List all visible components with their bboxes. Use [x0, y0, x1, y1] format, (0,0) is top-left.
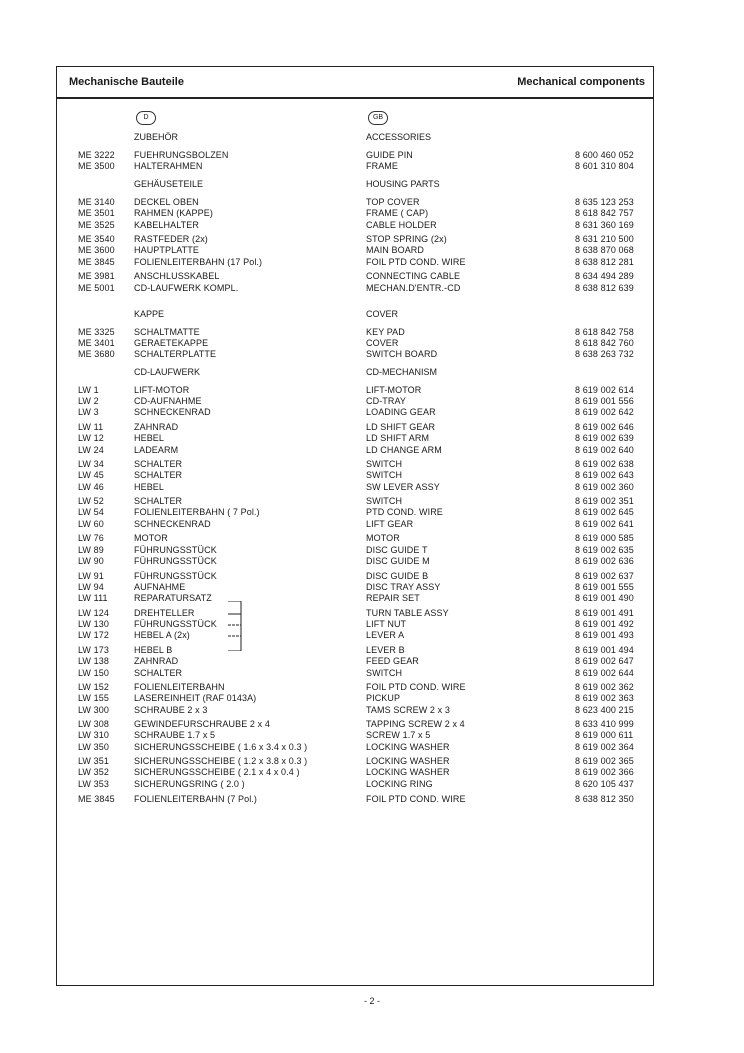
part-name-en: MOTOR [366, 533, 400, 543]
part-name-de: SCHALTMATTE [134, 327, 200, 337]
part-name-en: DISC GUIDE T [366, 545, 428, 555]
part-name-en: SCREW 1.7 x 5 [366, 730, 431, 740]
part-name-en: SW LEVER ASSY [366, 482, 440, 492]
part-code: LW 45 [78, 470, 104, 480]
part-code: LW 111 [78, 593, 108, 603]
part-name-de: ZAHNRAD [134, 422, 179, 432]
part-number: 8 619 002 645 [575, 507, 634, 517]
part-code: LW 352 [78, 767, 109, 777]
part-name-en: CD-TRAY [366, 396, 407, 406]
part-code: ME 3222 [78, 150, 115, 160]
part-code: LW 89 [78, 545, 104, 555]
part-name-de: FOLIENLEITERBAHN [134, 682, 225, 692]
part-code: LW 124 [78, 608, 109, 618]
part-number: 8 619 002 639 [575, 433, 634, 443]
part-code: LW 2 [78, 396, 99, 406]
part-code: LW 46 [78, 482, 104, 492]
part-name-en: LOCKING WASHER [366, 756, 450, 766]
part-name-de: FÜHRUNGSSTÜCK [134, 556, 217, 566]
part-name-en: DISC TRAY ASSY [366, 582, 441, 592]
part-number: 8 619 002 647 [575, 656, 634, 666]
part-name-en: FRAME [366, 161, 398, 171]
part-name-de: SCHRAUBE 1.7 x 5 [134, 730, 216, 740]
part-code: ME 5001 [78, 283, 115, 293]
part-number: 8 618 842 760 [575, 338, 634, 348]
part-number: 8 619 002 641 [575, 519, 634, 529]
part-name-en: FOIL PTD COND. WIRE [366, 682, 466, 692]
part-number: 8 600 460 052 [575, 150, 634, 160]
part-code: LW 1 [78, 385, 99, 395]
part-number: 8 620 105 437 [575, 779, 634, 789]
part-name-de: RASTFEDER (2x) [134, 234, 208, 244]
lang-badge-de: D [136, 111, 156, 125]
part-name-de: HEBEL B [134, 645, 173, 655]
section-heading-de: KAPPE [134, 309, 165, 319]
part-name-de: GEWINDEFURSCHRAUBE 2 x 4 [134, 719, 270, 729]
part-name-en: LOCKING WASHER [366, 742, 450, 752]
part-number: 8 619 002 366 [575, 767, 634, 777]
part-code: LW 353 [78, 779, 109, 789]
part-code: ME 3140 [78, 197, 115, 207]
part-code: LW 60 [78, 519, 104, 529]
part-name-en: LD SHIFT ARM [366, 433, 430, 443]
part-name-en: LIFT NUT [366, 619, 407, 629]
part-code: LW 172 [78, 630, 109, 640]
part-number: 8 619 002 362 [575, 682, 634, 692]
part-name-de: AUFNAHME [134, 582, 186, 592]
part-code: ME 3325 [78, 327, 115, 337]
part-name-de: CD-AUFNAHME [134, 396, 202, 406]
part-name-en: LIFT GEAR [366, 519, 414, 529]
part-number: 8 633 410 999 [575, 719, 634, 729]
section-heading-de: ZUBEHÖR [134, 132, 179, 142]
part-number: 8 619 002 646 [575, 422, 634, 432]
part-name-de: GERAETEKAPPE [134, 338, 209, 348]
part-number: 8 638 812 281 [575, 257, 634, 267]
part-name-en: SWITCH [366, 470, 403, 480]
part-code: ME 3500 [78, 161, 115, 171]
part-code: LW 300 [78, 705, 109, 715]
header-divider [57, 97, 653, 99]
part-name-de: SICHERUNGSSCHEIBE ( 1.6 x 3.4 x 0.3 ) [134, 742, 308, 752]
part-name-en: CABLE HOLDER [366, 220, 437, 230]
part-name-en: SWITCH [366, 459, 403, 469]
part-number: 8 619 001 556 [575, 396, 634, 406]
part-code: ME 3540 [78, 234, 115, 244]
part-name-en: SWITCH [366, 668, 403, 678]
part-code: LW 24 [78, 445, 104, 455]
part-number: 8 638 263 732 [575, 349, 634, 359]
part-name-en: KEY PAD [366, 327, 405, 337]
part-name-en: LD CHANGE ARM [366, 445, 442, 455]
part-number: 8 631 360 169 [575, 220, 634, 230]
part-name-de: SICHERUNGSRING ( 2.0 ) [134, 779, 245, 789]
part-code: LW 54 [78, 507, 104, 517]
part-name-de: HEBEL [134, 433, 165, 443]
part-name-en: TURN TABLE ASSY [366, 608, 449, 618]
part-code: LW 350 [78, 742, 109, 752]
part-number: 8 619 002 637 [575, 571, 634, 581]
part-number: 8 601 310 804 [575, 161, 634, 171]
section-heading-en: COVER [366, 309, 399, 319]
part-number: 8 638 812 639 [575, 283, 634, 293]
part-number: 8 619 000 611 [575, 730, 634, 740]
part-number: 8 619 002 638 [575, 459, 634, 469]
section-heading-de: GEHÄUSETEILE [134, 179, 204, 189]
part-number: 8 638 812 350 [575, 794, 634, 804]
part-code: LW 12 [78, 433, 104, 443]
part-name-de: FÜHRUNGSSTÜCK [134, 545, 217, 555]
part-name-de: SCHRAUBE 2 x 3 [134, 705, 208, 715]
part-name-en: MECHAN.D'ENTR.-CD [366, 283, 461, 293]
part-name-en: LIFT-MOTOR [366, 385, 422, 395]
part-name-en: DISC GUIDE B [366, 571, 429, 581]
section-heading-de: CD-LAUFWERK [134, 367, 201, 377]
part-name-de: FÜHRUNGSSTÜCK [134, 571, 217, 581]
part-name-en: PICKUP [366, 693, 401, 703]
part-name-de: DECKEL OBEN [134, 197, 199, 207]
part-name-en: TAPPING SCREW 2 x 4 [366, 719, 465, 729]
part-number: 8 619 002 644 [575, 668, 634, 678]
part-name-en: LEVER A [366, 630, 405, 640]
part-code: ME 3680 [78, 349, 115, 359]
part-number: 8 623 400 215 [575, 705, 634, 715]
part-number: 8 619 001 494 [575, 645, 634, 655]
part-code: LW 155 [78, 693, 109, 703]
part-code: LW 34 [78, 459, 104, 469]
part-name-de: SCHNECKENRAD [134, 407, 211, 417]
page-number: - 2 - [363, 996, 380, 1006]
part-name-en: COVER [366, 338, 399, 348]
part-code: ME 3981 [78, 271, 115, 281]
part-name-de: FOLIENLEITERBAHN ( 7 Pol.) [134, 507, 260, 517]
part-name-de: ZAHNRAD [134, 656, 179, 666]
part-name-en: STOP SPRING (2x) [366, 234, 447, 244]
part-name-en: MAIN BOARD [366, 245, 425, 255]
part-code: LW 52 [78, 496, 104, 506]
part-number: 8 619 002 360 [575, 482, 634, 492]
part-name-de: ANSCHLUSSKABEL [134, 271, 220, 281]
part-number: 8 631 210 500 [575, 234, 634, 244]
part-name-de: REPARATURSATZ [134, 593, 212, 603]
part-name-de: FÜHRUNGSSTÜCK [134, 619, 217, 629]
part-code: LW 308 [78, 719, 109, 729]
part-name-en: LD SHIFT GEAR [366, 422, 436, 432]
part-code: LW 173 [78, 645, 109, 655]
part-name-en: FOIL PTD COND. WIRE [366, 794, 466, 804]
part-name-en: LEVER B [366, 645, 405, 655]
lang-badge-gb: GB [368, 111, 388, 125]
part-name-en: FEED GEAR [366, 656, 419, 666]
part-name-en: TAMS SCREW 2 x 3 [366, 705, 450, 715]
part-number: 8 638 870 068 [575, 245, 634, 255]
section-heading-en: ACCESSORIES [366, 132, 432, 142]
part-code: LW 150 [78, 668, 109, 678]
part-name-en: REPAIR SET [366, 593, 420, 603]
header-title-en: Mechanical components [517, 76, 645, 88]
part-name-en: FOIL PTD COND. WIRE [366, 257, 466, 267]
part-number: 8 619 002 643 [575, 470, 634, 480]
part-name-de: MOTOR [134, 533, 168, 543]
part-code: ME 3401 [78, 338, 115, 348]
part-code: LW 152 [78, 682, 109, 692]
part-code: LW 351 [78, 756, 109, 766]
part-number: 8 619 002 635 [575, 545, 634, 555]
part-name-en: LOADING GEAR [366, 407, 436, 417]
part-name-de: SCHALTER [134, 496, 183, 506]
part-name-de: FOLIENLEITERBAHN (17 Pol.) [134, 257, 263, 267]
part-name-de: HEBEL [134, 482, 165, 492]
part-number: 8 618 842 758 [575, 327, 634, 337]
part-number: 8 619 002 365 [575, 756, 634, 766]
part-code: LW 3 [78, 407, 99, 417]
part-number: 8 619 001 493 [575, 630, 634, 640]
part-number: 8 635 123 253 [575, 197, 634, 207]
part-code: ME 3845 [78, 794, 115, 804]
part-code: LW 94 [78, 582, 104, 592]
part-name-de: SICHERUNGSSCHEIBE ( 1.2 x 3.8 x 0.3 ) [134, 756, 308, 766]
part-number: 8 619 002 363 [575, 693, 634, 703]
part-name-de: HAUPTPLATTE [134, 245, 199, 255]
repair-set-bracket [228, 601, 242, 651]
part-name-en: LOCKING WASHER [366, 767, 450, 777]
part-code: LW 130 [78, 619, 109, 629]
part-code: LW 11 [78, 422, 104, 432]
part-code: LW 76 [78, 533, 104, 543]
part-name-de: FOLIENLEITERBAHN (7 Pol.) [134, 794, 258, 804]
part-number: 8 619 001 490 [575, 593, 634, 603]
part-name-de: SCHALTER [134, 459, 183, 469]
part-name-de: HEBEL A (2x) [134, 630, 190, 640]
part-code: ME 3845 [78, 257, 115, 267]
part-name-en: SWITCH [366, 496, 403, 506]
part-code: ME 3525 [78, 220, 115, 230]
section-heading-en: HOUSING PARTS [366, 179, 440, 189]
part-number: 8 619 002 640 [575, 445, 634, 455]
part-name-de: DREHTELLER [134, 608, 195, 618]
part-name-de: LIFT-MOTOR [134, 385, 190, 395]
part-number: 8 618 842 757 [575, 208, 634, 218]
part-name-de: CD-LAUFWERK KOMPL. [134, 283, 239, 293]
part-name-de: SCHALTERPLATTE [134, 349, 217, 359]
part-number: 8 619 002 636 [575, 556, 634, 566]
part-number: 8 634 494 289 [575, 271, 634, 281]
section-heading-en: CD-MECHANISM [366, 367, 437, 377]
part-code: ME 3501 [78, 208, 115, 218]
part-name-de: LASEREINHEIT (RAF 0143A) [134, 693, 257, 703]
part-name-en: CONNECTING CABLE [366, 271, 461, 281]
part-code: LW 90 [78, 556, 104, 566]
part-name-de: LADEARM [134, 445, 179, 455]
part-code: LW 138 [78, 656, 109, 666]
part-name-en: LOCKING RING [366, 779, 433, 789]
part-name-de: SCHALTER [134, 668, 183, 678]
part-name-en: PTD COND. WIRE [366, 507, 443, 517]
part-number: 8 619 001 492 [575, 619, 634, 629]
part-code: LW 310 [78, 730, 109, 740]
part-name-de: FUEHRUNGSBOLZEN [134, 150, 229, 160]
part-name-de: KABELHALTER [134, 220, 199, 230]
part-number: 8 619 002 364 [575, 742, 634, 752]
part-code: ME 3600 [78, 245, 115, 255]
part-name-de: SCHALTER [134, 470, 183, 480]
header-title-de: Mechanische Bauteile [69, 76, 184, 88]
part-name-de: RAHMEN (KAPPE) [134, 208, 213, 218]
part-name-de: SICHERUNGSSCHEIBE ( 2.1 x 4 x 0.4 ) [134, 767, 300, 777]
part-number: 8 619 000 585 [575, 533, 634, 543]
part-name-en: FRAME ( CAP) [366, 208, 429, 218]
part-number: 8 619 002 351 [575, 496, 634, 506]
part-number: 8 619 002 614 [575, 385, 634, 395]
part-name-en: SWITCH BOARD [366, 349, 438, 359]
part-number: 8 619 001 555 [575, 582, 634, 592]
part-name-en: DISC GUIDE M [366, 556, 430, 566]
part-number: 8 619 001 491 [575, 608, 634, 618]
part-code: LW 91 [78, 571, 104, 581]
part-name-en: GUIDE PIN [366, 150, 413, 160]
part-name-en: TOP COVER [366, 197, 420, 207]
part-name-de: SCHNECKENRAD [134, 519, 211, 529]
part-name-de: HALTERAHMEN [134, 161, 203, 171]
part-number: 8 619 002 642 [575, 407, 634, 417]
